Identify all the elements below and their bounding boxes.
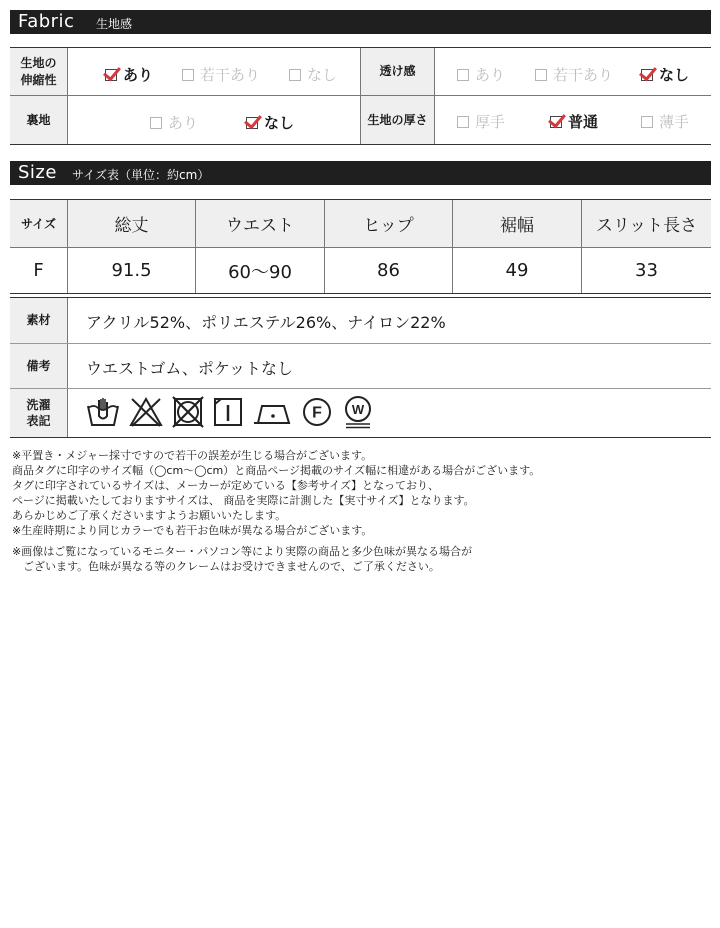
checkbox-checked-icon (246, 117, 258, 129)
material-value: アクリル52%、ポリエステル26%、ナイロン22% (86, 313, 446, 332)
sheer-option-yes: あり (457, 64, 505, 85)
size-header-slit: スリット長さ (582, 200, 711, 247)
note-line: 商品タグに印字のサイズ幅（◯cm〜◯cm）と商品ページ掲載のサイズ幅に相違がある場合がございます。 (12, 464, 541, 477)
notes-value: ウエストゴム、ポケットなし (86, 359, 294, 378)
checkbox-empty-icon (535, 69, 547, 81)
sheer-option-slight: 若干あり (535, 64, 613, 85)
size-value-waist: 60〜90 (228, 261, 292, 283)
fabric-table (10, 47, 711, 145)
size-value-slit: 33 (635, 260, 658, 281)
checkbox-checked-icon (105, 69, 117, 81)
wet-clean-w-icon (342, 395, 374, 429)
checkbox-empty-icon (457, 69, 469, 81)
size-header-hip: ヒップ (325, 200, 452, 247)
note-line: ※平置き・メジャー採寸ですので若干の誤差が生じる場合がございます。 (12, 449, 373, 462)
checkbox-checked-icon (550, 116, 562, 128)
checkbox-empty-icon (457, 116, 469, 128)
note-line: ページに掲載いたしておりますサイズは、 商品を実際に計測した【実寸サイズ】となります。 (12, 494, 475, 507)
stretch-label: 生地の 伸縮性 (10, 48, 67, 95)
size-section-header (10, 161, 711, 185)
size-table (10, 199, 711, 294)
checkbox-checked-icon (641, 69, 653, 81)
line-dry-icon (213, 396, 243, 428)
checkbox-empty-icon (641, 116, 653, 128)
note-line: ※画像はご覧になっているモニター・パソコン等により実際の商品と多少色味が異なる場合が (12, 545, 472, 558)
disclaimer-notes (12, 448, 540, 574)
material-label: 素材 (10, 298, 67, 343)
stretch-option-slight: 若干あり (182, 64, 260, 85)
size-value-length: 91.5 (111, 260, 152, 281)
note-line: あらかじめご了承くださいますようお願いいたします。 (12, 509, 287, 522)
svg-text:F: F (312, 404, 322, 422)
thickness-label: 生地の厚さ (361, 96, 434, 144)
size-title: Size (18, 162, 57, 183)
stretch-option-yes: あり (105, 64, 153, 85)
size-value-size: F (33, 260, 44, 281)
size-subtitle: サイズ表（単位：約cm） (72, 168, 210, 182)
checkbox-empty-icon (150, 117, 162, 129)
svg-text:W: W (351, 402, 365, 417)
no-bleach-icon (129, 396, 163, 428)
care-icons (86, 395, 374, 429)
checkbox-empty-icon (182, 69, 194, 81)
no-tumble-dry-icon (172, 396, 204, 428)
fabric-title: Fabric (18, 11, 75, 32)
thickness-option-thin: 薄手 (641, 111, 689, 132)
size-header-waist: ウエスト (196, 200, 324, 247)
hand-wash-icon (86, 396, 120, 428)
notes-label: 備考 (10, 344, 67, 388)
fabric-subtitle: 生地感 (96, 17, 133, 31)
size-value-hem: 49 (505, 260, 529, 281)
note-line: ございます。色味が異なる等のクレームはお受けできませんので、ご了承ください。 (12, 560, 440, 573)
lining-label: 裏地 (10, 96, 67, 144)
care-label: 洗濯 表記 (10, 389, 67, 437)
stretch-option-no: なし (289, 64, 337, 85)
checkbox-empty-icon (289, 69, 301, 81)
material-table (10, 297, 711, 438)
fabric-section-header (10, 10, 711, 34)
size-header-size: サイズ (10, 200, 67, 247)
note-line: タグに印字されているサイズは、メーカーが定めている【参考サイズ】となっており、 (12, 479, 440, 492)
dry-clean-f-icon (301, 396, 333, 428)
size-value-hip: 86 (377, 260, 400, 281)
thickness-option-normal: 普通 (550, 111, 598, 132)
lining-option-yes: あり (150, 112, 198, 133)
size-header-hem: 裾幅 (453, 200, 581, 247)
thickness-option-thick: 厚手 (457, 111, 505, 132)
iron-low-icon (252, 396, 292, 428)
note-line: ※生産時期により同じカラーでも若干お色味が異なる場合がございます。 (12, 524, 373, 537)
size-header-length: 総丈 (68, 200, 195, 247)
sheer-option-no: なし (641, 64, 689, 85)
lining-option-no: なし (246, 112, 294, 133)
sheer-label: 透け感 (361, 48, 434, 95)
